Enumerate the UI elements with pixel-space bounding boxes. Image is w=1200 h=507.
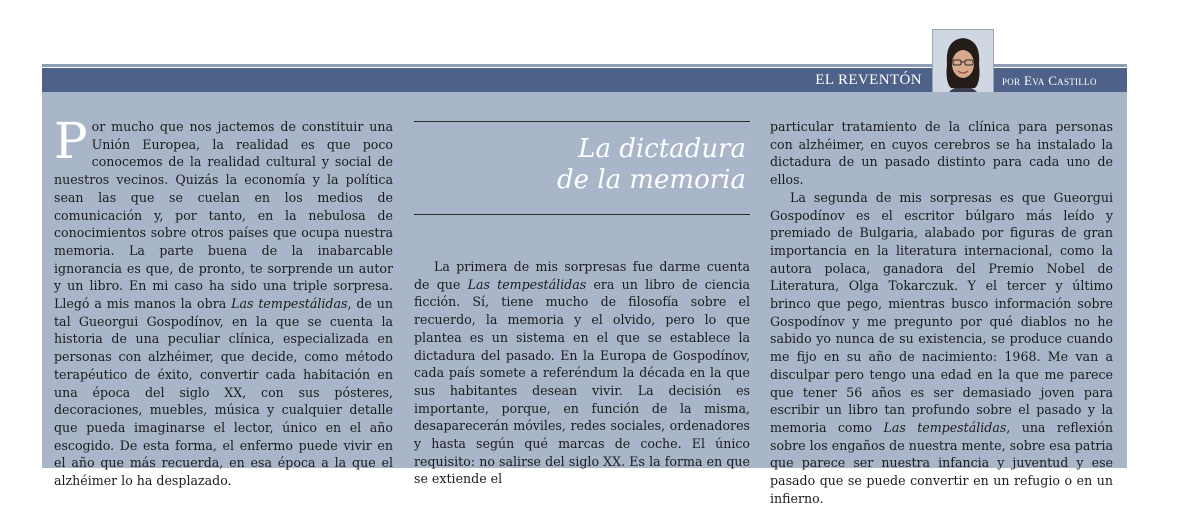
author-byline: por Eva Castillo xyxy=(1002,73,1097,88)
article-headline: La dictadura de la memoria xyxy=(557,134,746,195)
column-2-text: La primera de mis sorpresas fue darme cuenta de que xyxy=(414,259,750,292)
column-3-paragraph-2 xyxy=(770,189,1113,507)
column-3-paragraph-1: particular tratamiento de la clínica para personas con alzhéimer, en cuyos cerebros se ha instalado la dictadura de un pasado distinto para cada uno de ellos. xyxy=(770,119,1113,188)
column-1-text: or mucho que nos jactemos de constituir una Unión Europea, la realidad es que poco conocemos de la realidad cultural y social de nuestros vecinos. Quizás la economía y la política sean las que se cuelan en los medios de comunicación y, por tanto, en la nebulosa de conocimientos sobre otros países que ocupa nuestra memoria. La parte buena de la inabarcable ignorancia es que, de pronto, te sorprende un autor y un libro. En mi caso ha sido una triple sorpresa. Llegó a mis manos la obra xyxy=(54,119,393,312)
book-title: Las tempestálidas xyxy=(883,419,1007,435)
column-2-text-after: era un libro de ciencia ficción. Sí, tiene mucho de filosofía sobre el recuerdo, la memoria y el olvido, pero lo que plantea es un sistema en el que se establece la dictadura del pasado. En la Europa de Gospodínov, cada país somete a referéndum la década en la que sus habitantes desean vivir. La decisión es importante, porque, en función de la misma, desaparecerán móviles, redes sociales, ordenadores y hasta según qué marcas de coche. El único requisito: no salirse del siglo XX. Es la forma en que se extiende el xyxy=(414,276,750,487)
column-1-text-after: , de un tal Gueorgui Gospodínov, en la que se cuenta la historia de una peculiar clínica, especializada en personas con alzhéimer, que decide, como método terapéutico de éxito, convertir cada habitación en una época del siglo XX, con sus pósteres, decoraciones, muebles, música y cualquier detalle que pueda imaginarse el lector, único en el año escogido. De esta forma, el enfermo puede vivir en el año que más recuerda, en esa época a la que el alzhéimer lo ha desplazado. xyxy=(54,296,394,489)
headline-box xyxy=(414,121,750,215)
column-3-text-after: , una reflexión sobre los engaños de nuestra mente, sobre esa patria que parece ser nuestra infancia y juventud y ese pasado que se puede convertir en un refugio o en un infierno. xyxy=(770,419,1113,506)
article-column-2 xyxy=(414,258,750,488)
column-3-text: La segunda de mis sorpresas es que Gueorgui Gospodínov es el escritor búlgaro más leído y premiado de Bulgaria, alabado por figuras de gran importancia en la literatura internacional, como la autora polaca, ganadora del Premio Nobel de Literatura, Olga Tokarczuk. Y el tercer y último brinco que pego, mientras busco información sobre Gospodínov y me pregunto por qué diablos no he sabido yo nunca de su existencia, se produce cuando me fijo en su año de nacimiento: 1968. Me van a disculpar pero tengo una edad en la que me parece que tener 56 años es ser demasiado joven para escribir un libro tan profundo sobre el pasado y la memoria como xyxy=(770,189,1113,435)
book-title: Las tempestálidas xyxy=(231,296,348,312)
column-2-paragraph xyxy=(414,258,750,488)
section-title: EL REVENTÓN xyxy=(815,72,922,88)
article-column-3 xyxy=(770,118,1113,507)
column-1-paragraph xyxy=(54,112,394,490)
article-column-1 xyxy=(54,112,394,490)
book-title: Las tempestálidas xyxy=(467,276,587,292)
drop-cap: P xyxy=(54,112,88,170)
